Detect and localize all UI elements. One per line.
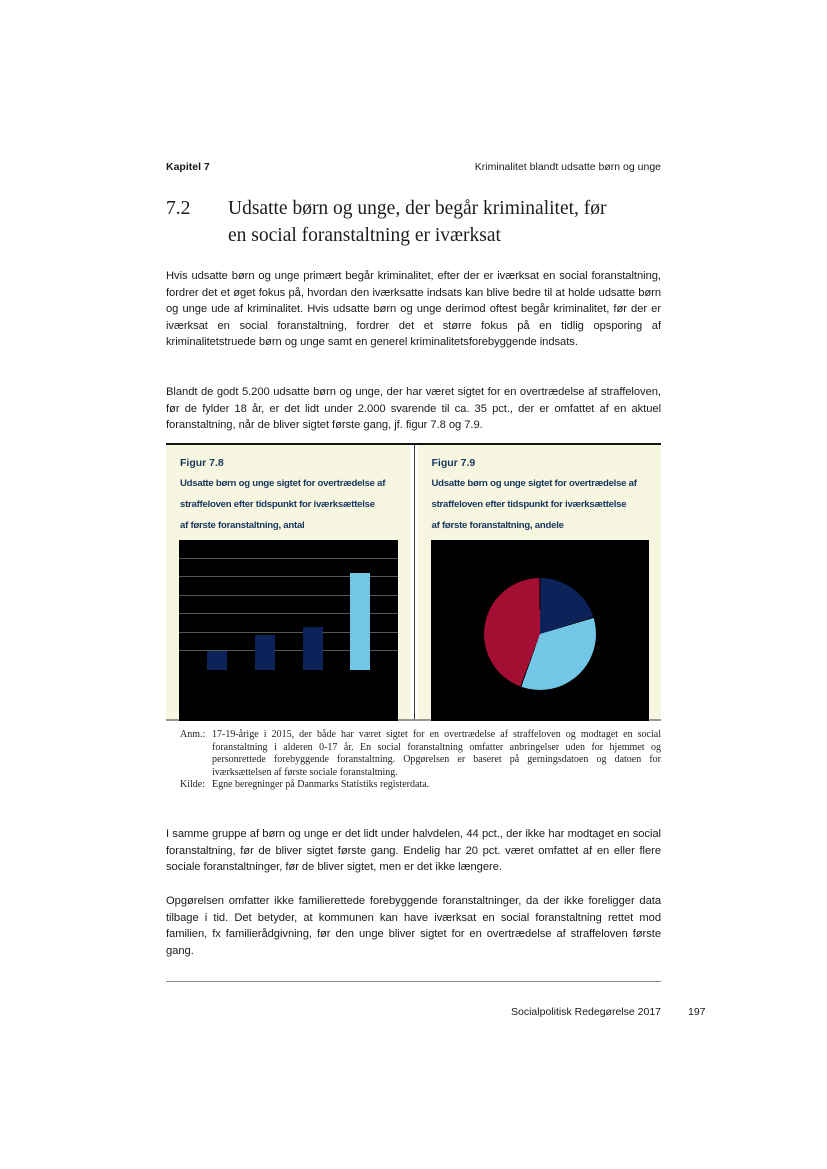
note-text: 17-19-årige i 2015, der både har været sigtet for en overtrædelse af straffeloven og modtaget en social foranstaltning i alderen 0-17 år. En social foranstaltning omfatter anbringelser uden for hjemmet og personrettede forebyggende foranstaltning. Opgørelsen er baseret på gerningsdatoen og datoen for iværksættelsen af første sociale foranstaltning. [212,729,661,778]
figure-panel-divider [414,445,415,719]
note-row [180,729,661,779]
text-line: straffeloven efter tidspunkt for iværksættelse [431,499,627,510]
gridline [179,558,398,559]
paragraph-intro: Hvis udsatte børn og unge primært begår kriminalitet, efter der er iværksat en social foranstaltning, fordrer det et øget fokus på, hvordan den iværksatte indsats kan blive bedre til at holde udsatte børn og unge ude af kriminalitet. Hvis udsatte børn og unge derimod oftest begår kriminalitet, før der er iværksat en social foranstaltning, fordrer det et større fokus på en tidlig opsporing af kriminalitetstruede børn og unge samt en generel kriminalitetsforebyggende indsats. [166,270,661,348]
text-line: Udsatte børn og unge sigtet for overtrædelse af [180,478,386,489]
figure-7-9-label: Figur 7.9 [431,457,476,469]
text-line: Udsatte børn og unge sigtet for overtrædelse af [431,478,637,489]
figure-7-8-label: Figur 7.8 [180,457,224,469]
source-label: Kilde: [180,779,205,791]
bar-4 [350,573,370,670]
paragraph-caveat: Opgørelsen omfatter ikke familierettede forebyggende foranstaltninger, da der ikke foreligger data tilbage i tid. Det betyder, at kommunen kan have iværksat en social foranstaltning rettet mod familien, fx familierådgivning, før den unge bliver sigtet for en overtrædelse af straffeloven første gang. [166,895,661,957]
text-line: Udsatte børn og unge, der begår kriminalitet, før [228,198,607,219]
figure-7-9-title [418,473,662,536]
figure-7-8-title [166,473,410,536]
figure-panel-7-8 [166,445,410,719]
bar-3 [303,627,323,670]
source-row [180,779,661,792]
paragraph-shares: I samme gruppe af børn og unge er det lidt under halvdelen, 44 pct., der ikke har modtaget en social foranstaltning, før de bliver sigtet første gang. Endelig har 20 pct. været omfattet af en eller flere sociale foranstaltninger, før de bliver sigtet, men er det ikke længere. [166,828,661,873]
figure-box [166,443,661,721]
text-line: af første foranstaltning, andele [431,520,564,531]
bar-1 [207,651,227,670]
note-label: Anm.: [180,729,206,740]
source-text: Egne beregninger på Danmarks Statistiks registerdata. [212,779,430,791]
text-line: af første foranstaltning, antal [180,520,305,531]
bar-chart-plot-area [179,540,398,670]
paragraph-statistics: Blandt de godt 5.200 udsatte børn og unge, der har været sigtet for en overtrædelse af straffeloven, før de fylder 18 år, er det lidt under 2.000 svarende til ca. 35 pct., der er omfattet af en aktuel foranstaltning, når de bliver sigtet første gang, jf. figur 7.8 og 7.9. [166,386,661,431]
text-line: straffeloven efter tidspunkt for iværksættelse [180,499,375,510]
pie-chart [431,540,650,721]
figure-row [166,445,661,719]
section-heading [166,195,686,249]
footer-publication: Socialpolitisk Redegørelse 2017 [511,1006,661,1018]
bar-chart [179,540,398,721]
bar-2 [255,635,275,670]
pie-circle [484,578,596,690]
figure-notes [180,729,661,792]
running-title: Kriminalitet blandt udsatte børn og unge [474,161,661,173]
footer-rule [166,981,661,982]
text-line: en social foranstaltning er iværksat [228,225,501,246]
footer-page-number: 197 [688,1006,706,1018]
running-header [166,161,661,173]
section-number: 7.2 [166,198,191,219]
chapter-label: Kapitel 7 [166,161,210,173]
section-title [228,195,607,249]
figure-panel-7-9 [418,445,662,719]
